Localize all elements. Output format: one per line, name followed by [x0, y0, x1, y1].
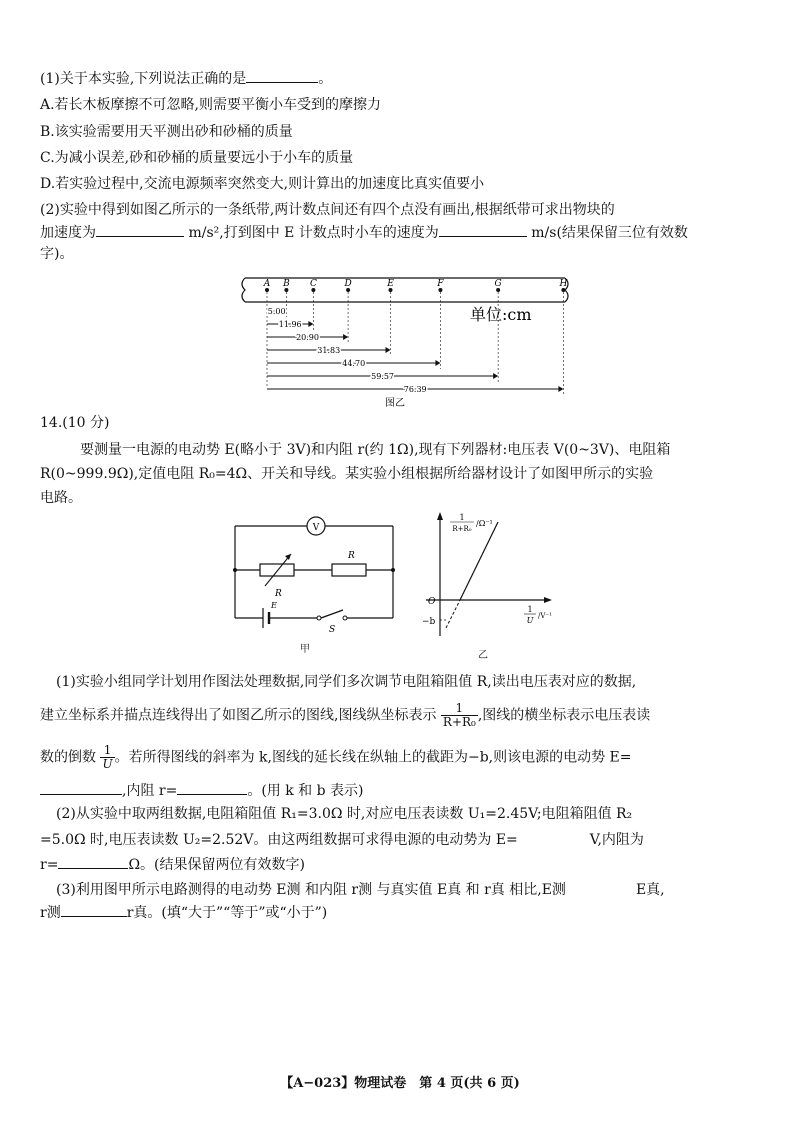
tape-caption: 图乙 [385, 398, 405, 409]
dimension-label: 76.39 [403, 385, 427, 394]
q13-2-speed-label: m/s²,打到图中 E 计数点时小车的速度为 [188, 225, 439, 241]
q14-1-text: 数的倒数 [40, 749, 96, 766]
q14-2-line2 [40, 830, 770, 850]
tape-point-label: D [344, 279, 352, 289]
graph-caption: 乙 [478, 650, 488, 661]
tape-point-label: H [559, 279, 568, 289]
y-label-den: R+R₀ [452, 525, 472, 533]
q13-2-accel-label: 加速度为 [40, 225, 96, 241]
q14-2-line3 [40, 854, 770, 875]
q14-3-line2 [40, 902, 770, 923]
q13-1-stem [40, 68, 770, 89]
q13-2-line1: (2)实验中得到如图乙所示的一条纸带,两计数点间还有四个点没有画出,根据纸带可求出物块的 [40, 202, 615, 218]
dimension-label: 5.00 [267, 307, 286, 316]
battery-label: E [271, 601, 277, 610]
answer-blank[interactable] [566, 880, 636, 894]
q14-3-text: r真。(填“大于”“等于”或“小于”) [126, 905, 328, 921]
tape-point-label: C [309, 279, 317, 289]
q14-1-text: 。若所得图线的斜率为 k,图线的延长线在纵轴上的截距为−b,则该电源的电动势 E= [114, 749, 632, 766]
q14-1-text: ,内阻 r= [122, 783, 178, 799]
tape-point-label: G [494, 279, 502, 289]
q14-2-text: r= [40, 857, 59, 873]
q14-intro-1: 要测量一电源的电动势 E(略小于 3V)和内阻 r(约 1Ω),现有下列器材:电压表 V(0~3V)、电阻箱 [80, 442, 671, 458]
q13-2-precision: m/s(结果保留三位有效数 [531, 225, 688, 241]
frac-den: R+R₀ [442, 715, 476, 729]
frac-den: U [102, 757, 113, 771]
q14-2-text: Ω。(结果保留两位有效数字) [128, 857, 305, 873]
dimension-label: 59.57 [371, 372, 395, 381]
answer-blank[interactable] [58, 854, 128, 869]
x-label-den: U [526, 616, 534, 625]
dimension-arrowhead [386, 347, 391, 353]
linear-graph [420, 508, 560, 648]
q14-1-text: ,图线的横坐标表示电压表读 [477, 707, 651, 724]
dimension-arrowhead [308, 321, 313, 327]
q14-3-line1 [56, 880, 786, 900]
answer-blank[interactable] [177, 780, 247, 795]
dimension-arrowhead [558, 386, 563, 392]
answer-blank[interactable] [518, 830, 590, 844]
circuit-diagram [225, 508, 405, 638]
option-d: D.若实验过程中,交流电源频率突然变大,则计算出的加速度比真实值要小 [40, 176, 485, 192]
dimension-arrowhead [493, 373, 498, 379]
answer-blank[interactable] [246, 68, 318, 83]
q13-2-line3: 字)。 [40, 246, 74, 262]
switch-symbol [321, 610, 343, 618]
graph-line [460, 522, 498, 600]
q14-3-text: E真, [635, 882, 665, 898]
origin-label: O [428, 597, 436, 607]
q14-1-text: 建立坐标系并描点连线得出了如图乙所示的图线,图线纵坐标表示 [40, 707, 437, 724]
dimension-label: 44.70 [342, 359, 366, 368]
paper-tape-figure [235, 270, 575, 410]
frac-num: 1 [100, 744, 114, 758]
q13-1-text: (1)关于本实验,下列说法正确的是 [40, 71, 247, 87]
q14-intro-3: 电路。 [40, 490, 82, 506]
q13-1-end: 。 [318, 71, 333, 87]
intercept-label: −b [422, 617, 436, 627]
resistance-box-symbol [260, 564, 294, 576]
dimension-label: 20.90 [296, 333, 319, 342]
y-label-num: 1 [459, 513, 465, 522]
q14-1-text: 。(用 k 和 b 表示) [247, 783, 364, 799]
q14-1-line3 [40, 744, 770, 771]
fraction-x [100, 744, 114, 771]
dimension-arrowhead [435, 360, 440, 366]
switch-label: S [329, 625, 336, 635]
dimension-label: 11.96 [278, 320, 302, 329]
tape-point-label: B [283, 279, 290, 289]
x-unit: /V⁻¹ [538, 612, 552, 620]
q14-header: 14.(10 分) [40, 415, 110, 431]
answer-blank[interactable] [40, 780, 122, 795]
option-a: A.若长木板摩擦不可忽略,则需要平衡小车受到的摩擦力 [40, 97, 382, 113]
q14-1-line2 [40, 702, 770, 729]
frac-num: 1 [441, 702, 478, 716]
q14-3-text: (3)利用图甲所示电路测得的电动势 E测 和内阻 r测 与真实值 E真 和 r真 相比,E测 [56, 882, 566, 898]
q14-3-text: r测 [40, 905, 61, 921]
tape-point-label: A [263, 279, 271, 289]
answer-blank[interactable] [96, 222, 184, 237]
q14-2-text: V,内阻为 [589, 832, 644, 848]
q14-1-line4 [40, 780, 770, 801]
page-footer: 【A−023】物理试卷 第 4 页(共 6 页) [280, 1076, 520, 1091]
resistance-box-label: R [275, 589, 282, 599]
answer-blank[interactable] [61, 902, 127, 917]
circuit-caption: 甲 [300, 644, 310, 655]
unit-label: 单位:cm [470, 305, 532, 324]
dimension-label: 31.83 [317, 346, 341, 355]
x-label-num: 1 [527, 605, 533, 614]
graph-line-extension [446, 600, 460, 628]
tape-point-label: E [387, 279, 394, 289]
fixed-resistor-symbol [332, 564, 366, 576]
y-unit: /Ω⁻¹ [476, 519, 493, 528]
fraction-y [441, 702, 478, 729]
fixed-resistor-label: R [348, 551, 355, 561]
q14-2-line1: (2)从实验中取两组数据,电阻箱阻值 R₁=3.0Ω 时,对应电压表读数 U₁=2.45V;电阻箱阻值 R₂ [56, 806, 633, 822]
tape-point-label: F [437, 279, 444, 289]
q14-intro-2: R(0~999.9Ω),定值电阻 R₀=4Ω、开关和导线。某实验小组根据所给器材设计了如图甲所示的实验 [40, 466, 654, 482]
q14-1-line1: (1)实验小组同学计划用作图法处理数据,同学们多次调节电阻箱阻值 R,读出电压表对应的数据, [56, 674, 637, 690]
dimension-arrowhead [343, 334, 348, 340]
option-b: B.该实验需要用天平测出砂和砂桶的质量 [40, 124, 293, 140]
answer-blank[interactable] [439, 222, 527, 237]
voltmeter-label: V [312, 523, 320, 533]
q13-2-line2 [40, 222, 770, 243]
option-c: C.为减小误差,砂和砂桶的质量要远小于小车的质量 [40, 150, 354, 166]
q14-2-text: =5.0Ω 时,电压表读数 U₂=2.52V。由这两组数据可求得电源的电动势为 E= [40, 832, 518, 848]
